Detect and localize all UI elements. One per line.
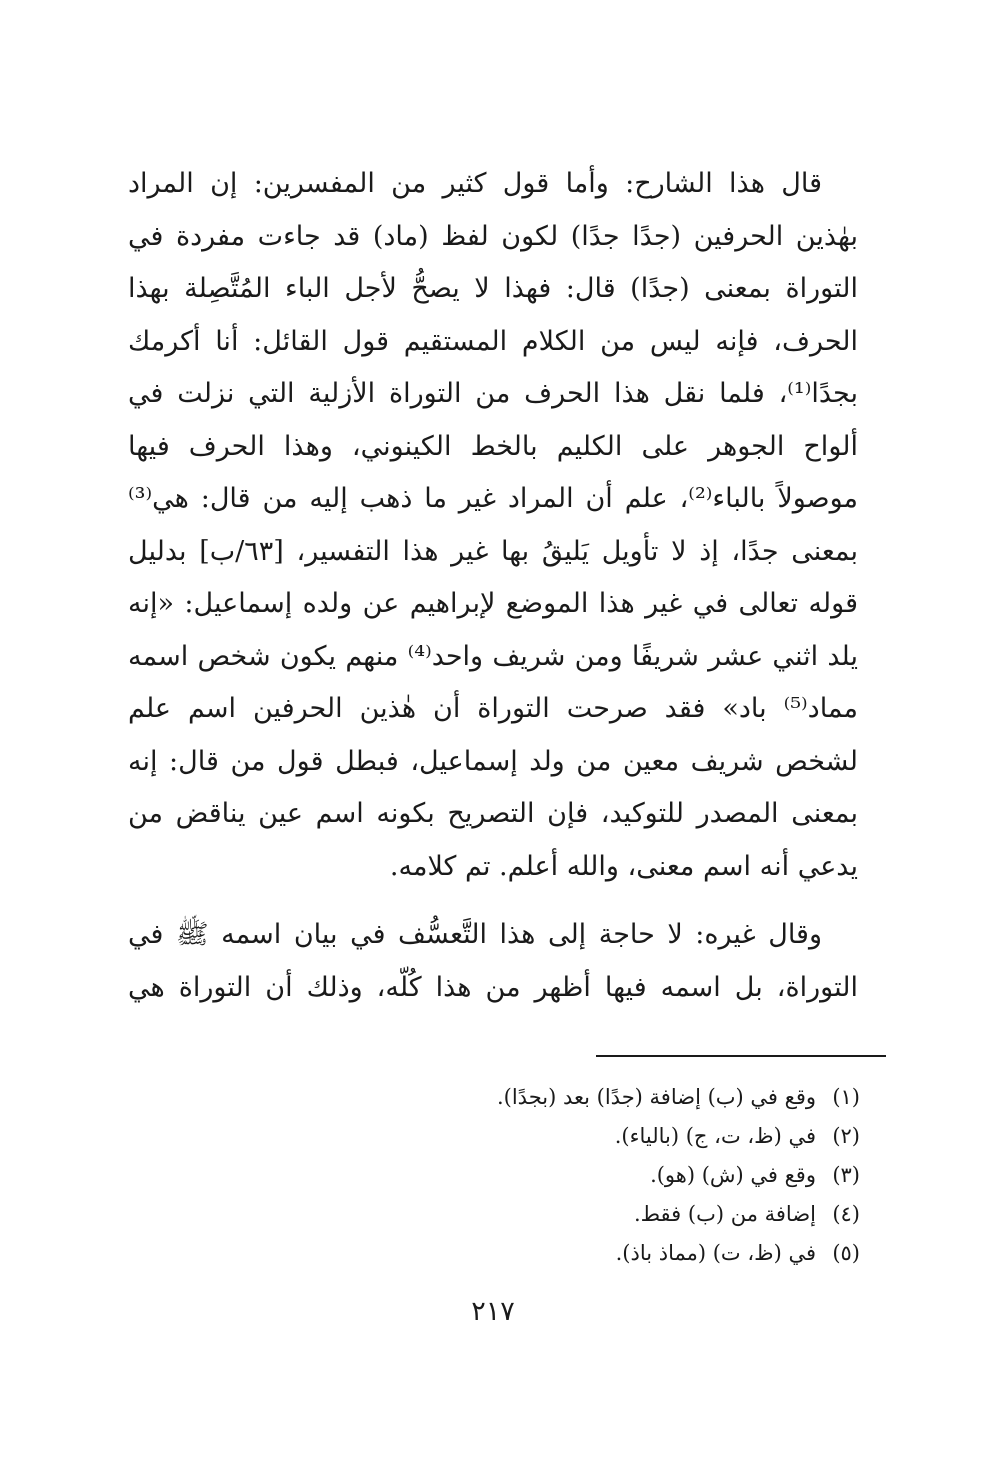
main-text <box>128 158 858 1014</box>
text-line: الحرف، فإنه ليس من الكلام المستقيم قول القائل: أنا أكرمك <box>128 325 858 357</box>
text-line: قوله تعالى في غير هذا الموضع لإبراهيم عن ولده إسماعيل: «إنه <box>128 588 858 619</box>
page-number: ٢١٧ <box>471 1296 515 1327</box>
footnote-text: وقع في (ش) (هو). <box>650 1163 816 1187</box>
text-line: وقال غيره: لا حاجة إلى هذا التَّعسُّف في بيان اسمه ﷺ في <box>128 919 822 950</box>
footnote-text: في (ظ، ت، ج) (بالياء). <box>614 1124 816 1148</box>
footnote-item <box>460 1117 860 1156</box>
footnote-divider <box>596 1055 886 1057</box>
text-line: يلد اثني عشر شريفًا ومن شريف واحد⁽⁴⁾ منهم يكون شخص اسمه <box>128 640 858 672</box>
footnotes <box>460 1078 860 1273</box>
text-line: بمعنى المصدر للتوكيد، فإن التصريح بكونه اسم عين يناقض من <box>128 798 858 829</box>
text-line: التوراة، بل اسمه فيها أظهر من هذا كُلّه، وذلك أن التوراة هي <box>128 971 858 1003</box>
footnote-text: في (ظ، ت) (مماذ باذ). <box>615 1241 816 1265</box>
text-line: مماد⁽⁵⁾ باد» فقد صرحت التوراة أن هٰذين الحرفين اسم علم <box>128 693 858 724</box>
text-line: لشخص شريف معين من ولد إسماعيل، فبطل قول من قال: إنه <box>128 745 858 777</box>
text-line: قال هذا الشارح: وأما قول كثير من المفسرين: إن المراد <box>128 168 822 199</box>
text-line: بجدًا⁽¹⁾، فلما نقل هذا الحرف من التوراة الأزلية التي نزلت في <box>128 378 858 409</box>
footnote-number: (٢) <box>832 1124 860 1148</box>
paragraph-1 <box>128 158 858 893</box>
footnote-number: (٣) <box>832 1163 860 1187</box>
footnote-number: (١) <box>832 1085 860 1109</box>
footnote-item <box>460 1156 860 1195</box>
footnote-item <box>460 1234 860 1273</box>
text-line: بهٰذين الحرفين (جدًا جدًا) لكون لفظ (ماد) قد جاءت مفردة في <box>128 220 858 252</box>
paragraph-2 <box>128 909 858 1014</box>
footnote-number: (٤) <box>832 1202 860 1226</box>
text-line: موصولاً بالباء⁽²⁾، علم أن المراد غير ما ذهب إليه من قال: هي⁽³⁾ <box>128 483 858 514</box>
footnote-item <box>460 1078 860 1117</box>
footnote-text: إضافة من (ب) فقط. <box>633 1202 816 1226</box>
text-line: بمعنى جدًا، إذ لا تأويل يَليقُ بها غير هذا التفسير، [٦٣/ب] بدليل <box>128 535 858 567</box>
text-line: يدعي أنه اسم معنى، والله أعلم. تم كلامه. <box>389 850 858 882</box>
text-line: التوراة بمعنى (جدًا) قال: فهذا لا يصحُّ لأجل الباء المُتَّصِلة بهذا <box>128 273 858 304</box>
footnote-number: (٥) <box>832 1241 860 1265</box>
footnote-item <box>460 1195 860 1234</box>
footnote-text: وقع في (ب) إضافة (جدًا) بعد (بجدًا). <box>496 1085 816 1109</box>
text-line: ألواح الجوهر على الكليم بالخط الكينوني، وهذا الحرف فيها <box>128 430 858 462</box>
